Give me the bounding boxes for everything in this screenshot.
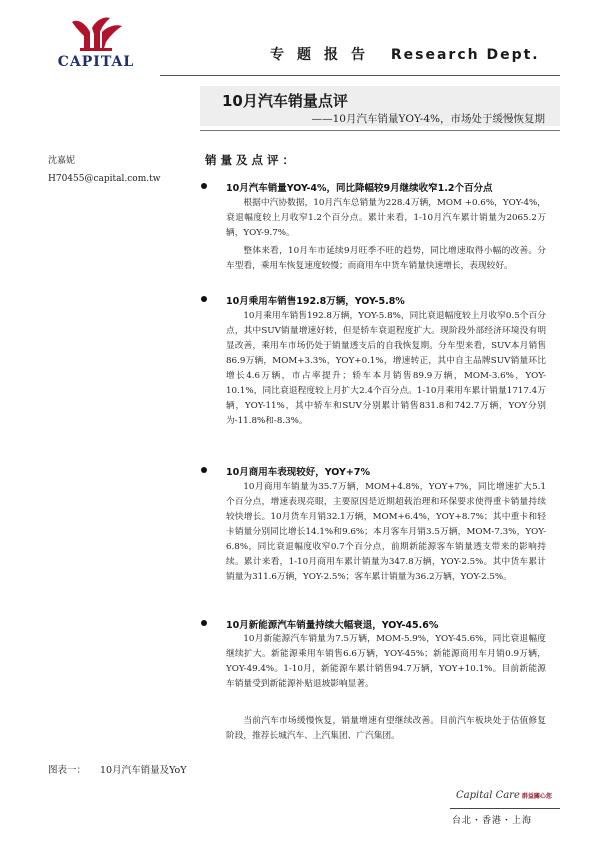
footer-cities: 台北・香港・上海 [452, 816, 533, 826]
body-paragraph: 10月新能源汽车销量为7.5万辆，MOM-5.9%，YOY-45.6%，同比衰退幅度继续扩大。新能源乘用车销售6.6万辆，YOY-45%；新能源商用车月销0.9万辆，YOY-49.4%。1-10月，新能源车累计销售94.7万辆，YOY+10.1%。目前新能源车销量受到新能源补贴退坡影响显著。 [226, 634, 546, 689]
logo-wordmark: CAPITAL [57, 54, 135, 70]
footer-brand [456, 790, 552, 801]
bullet-dot [201, 183, 207, 189]
figure-title: 10月汽车销量及YoY [100, 765, 187, 776]
body-paragraph: 10月乘用车销售192.8万辆，YOY-5.8%，同比衰退幅度较上月收窄0.5个百分点，其中SUV销量增速好转，但是轿车衰退程度扩大。现阶段外部经济环境没有明显改善，乘用车市场仍处于销量透支后的自我恢复期。分车型来看，SUV本月销售86.9万辆，MOM+3.3%，YOY+0.1%，增速转正，其中自主品牌SUV销量环比增长4.6万辆，市占率提升；轿车本月销售89.9万辆，MOM-3.6%，YOY-10.1%，同比衰退程度较上月扩大2.4个百分点。1-10月乘用车累计销量1717.4万辆，YOY-11%，其中轿车和SUV分别累计销售831.8和742.7万辆，YOY分别为-11.8%和-8.3%。 [226, 311, 546, 426]
bullet-heading: 10月乘用车销售192.8万辆，YOY-5.8% [226, 296, 405, 307]
body-paragraph: 10月商用车销量为35.7万辆，MOM+4.8%，YOY+7%，同比增速扩大5.1个百分点，增速表现亮眼，主要原因是近期超载治理和环保要求使得重卡销量持续较快增长。10月货车月销32.1万辆，MOM+6.4%，YOY+8.7%；其中重卡和轻卡销量分别同比增长14.1%和9.6%；本月客车月销3.5万辆，MOM-7.3%，YOY-6.8%，同比衰退幅度收窄0.7个百分点，前期新能源客车销量透支带来的影响持续。累计来看，1-10月商用车累计销量为347.8万辆，YOY-2.5%。其中货车累计销量为311.6万辆，YOY-2.5%；客车累计销量为36.2万辆，YOY-2.5%。 [226, 482, 546, 582]
body-paragraph: 整体来看，10月车市延续9月旺季不旺的趋势，同比增速取得小幅的改善。分车型看，乘用车恢复速度较慢；而商用车中货车销量快速增长，表现较好。 [226, 246, 546, 271]
dept-cn: 专题报告 [270, 47, 378, 63]
dept-en: Research Dept. [390, 47, 540, 63]
footer-brand-cn: 群益關心您 [521, 793, 552, 800]
bullet-heading: 10月商用车表现较好，YOY+7% [226, 467, 370, 478]
bullet-heading: 10月汽车销量YOY-4%，同比降幅较9月继续收窄1.2个百分点 [226, 183, 493, 194]
author-email[interactable]: H70455@capital.com.tw [48, 174, 161, 184]
figure-caption [48, 762, 187, 776]
figure-label: 图表一： [48, 765, 87, 776]
report-subtitle: ——10月汽车销量YOY-4%，市场处于缓慢恢复期 [311, 113, 545, 125]
dept-title [270, 44, 540, 64]
capital-logo [48, 14, 144, 72]
header-divider [160, 75, 560, 76]
author-name: 沈嘉妮 [48, 156, 76, 166]
bullet-dot [201, 467, 207, 473]
bullet-dot [201, 296, 207, 302]
footer-brand-name: Capital Care [456, 790, 520, 801]
footer-divider [450, 808, 560, 809]
eagle-icon [66, 14, 126, 54]
section-heading: 销量及点评： [205, 153, 298, 167]
bullet-dot [201, 620, 207, 626]
author-block [48, 152, 160, 188]
bullet-heading: 10月新能源汽车销量持续大幅衰退，YOY-45.6% [226, 620, 439, 631]
report-title: 10月汽车销量点评 [222, 92, 348, 110]
title-divider [200, 130, 560, 131]
conclusion-paragraph: 当前汽车市场缓慢恢复，销量增速有望继续改善。目前汽车板块处于估值修复阶段，推荐长城汽车、上汽集团、广汽集团。 [226, 716, 546, 741]
body-paragraph: 根据中汽协数据，10月汽车总销量为228.4万辆，MOM +0.6%，YOY-4%，衰退幅度较上月收窄1.2个百分点。累计来看，1-10月汽车累计销量为2065.2万辆，YOY-9.7%。 [226, 198, 546, 238]
